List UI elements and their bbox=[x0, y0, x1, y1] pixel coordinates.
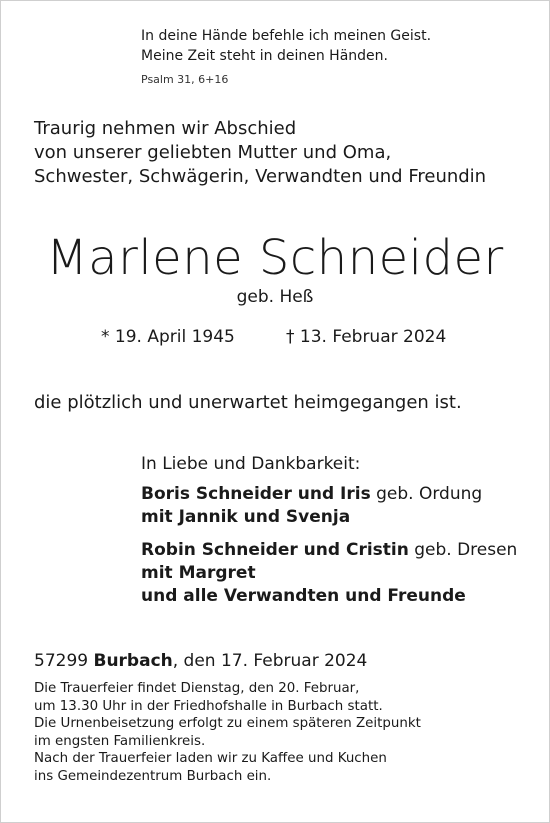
family-group-1 bbox=[141, 483, 482, 529]
mourners-greeting: In Liebe und Dankbarkeit: bbox=[141, 454, 361, 474]
verse-line: In deine Hände befehle ich meinen Geist. bbox=[141, 28, 432, 44]
family-children: mit Margret bbox=[141, 563, 256, 583]
funeral-info bbox=[34, 680, 421, 785]
postal-code: 57299 bbox=[34, 651, 94, 671]
info-line: Nach der Trauerfeier laden wir zu Kaffee und Kuchen bbox=[34, 751, 387, 766]
family-children: mit Jannik und Svenja bbox=[141, 507, 351, 527]
death-date: † 13. Februar 2024 bbox=[286, 327, 447, 347]
deceased-name: Marlene Schneider bbox=[46, 230, 504, 286]
bible-verse bbox=[141, 26, 431, 66]
intro-line: Traurig nehmen wir Abschied bbox=[34, 118, 297, 139]
deceased-maiden-name: geb. Heß bbox=[236, 287, 314, 307]
family-maiden: geb. Dresen bbox=[408, 540, 518, 560]
family-names: Robin Schneider und Cristin bbox=[141, 540, 409, 560]
family-others: und alle Verwandten und Freunde bbox=[141, 586, 466, 606]
passing-phrase: die plötzlich und unerwartet heimgegangen ist. bbox=[34, 392, 462, 413]
info-line: Die Trauerfeier findet Dienstag, den 20. Februar, bbox=[34, 681, 360, 696]
info-line: Die Urnenbeisetzung erfolgt zu einem späteren Zeitpunkt bbox=[34, 716, 421, 731]
family-names: Boris Schneider und Iris bbox=[141, 484, 371, 504]
verse-reference: Psalm 31, 6+16 bbox=[141, 73, 229, 86]
date: , den 17. Februar 2024 bbox=[172, 651, 368, 671]
intro-line: Schwester, Schwägerin, Verwandten und Freundin bbox=[34, 166, 487, 187]
intro-text bbox=[34, 117, 486, 189]
city: Burbach bbox=[93, 651, 173, 671]
family-maiden: geb. Ordung bbox=[370, 484, 483, 504]
info-line: im engsten Familienkreis. bbox=[34, 733, 206, 749]
birth-date: * 19. April 1945 bbox=[101, 327, 235, 347]
intro-line: von unserer geliebten Mutter und Oma, bbox=[34, 142, 392, 163]
info-line: um 13.30 Uhr in der Friedhofshalle in Burbach statt. bbox=[34, 698, 383, 714]
info-line: ins Gemeindezentrum Burbach ein. bbox=[34, 768, 272, 784]
family-group-2 bbox=[141, 539, 517, 608]
verse-line: Meine Zeit steht in deinen Händen. bbox=[141, 48, 388, 64]
place-date bbox=[34, 651, 367, 671]
